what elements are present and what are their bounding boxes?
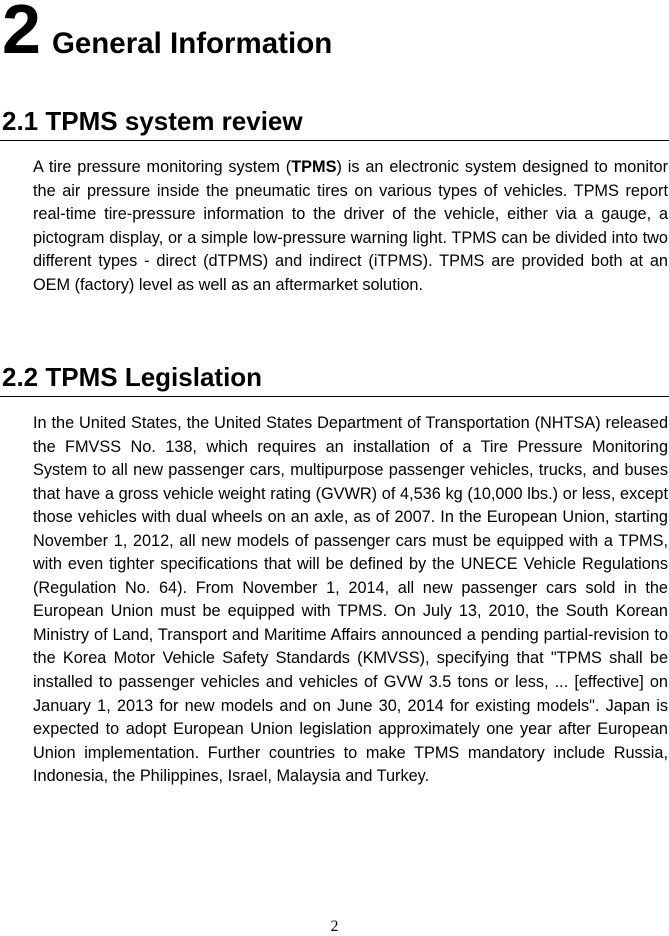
paragraph-tpms-legislation: In the United States, the United States Department of Transportation (NHTSA) released the FMVSS No. 138, which requires an installation of a Tire Pressure Monitoring System to all new passenger cars, multipurpose passenger vehicles, trucks, and buses that have a gross vehicle weight rating (GVWR) of 4,536 kg (10,000 lbs.) or less, except those vehicles with dual wheels on an axle, as of 2007. In the European Union, starting November 1, 2012, all new models of passenger cars must be equipped with a TPMS, with even tighter specifications that will be defined by the UNECE Vehicle Regulations (Regulation No. 64). From November 1, 2014, all new passenger cars sold in the European Union must be equipped with TPMS. On July 13, 2010, the South Korean Ministry of Land, Transport and Maritime Affairs announced a pending partial-revision to the Korea Motor Vehicle Safety Standards (KMVSS), specifying that "TPMS shall be installed to passenger vehicles and vehicles of GVW 3.5 tons or less, ... [effective] on January 1, 2013 for new models and on June 30, 2014 for existing models". Japan is expected to adopt European Union legislation approximately one year after European Union implementation. Further countries to make TPMS mandatory include Russia, Indonesia, the Philippines, Israel, Malaysia and Turkey. (33, 414, 668, 786)
chapter-heading (2, 0, 333, 68)
paragraph-text: ) is an electronic system designed to monitor the air pressure inside the pneumatic tires on various types of vehicles. TPMS report real-time tire-pressure information to the driver of the vehicle, either via a gauge, a pictogram display, or a simple low-pressure warning light. TPMS can be divided into two different types - direct (dTPMS) and indirect (iTPMS). TPMS are provided both at an OEM (factory) level as well as an aftermarket solution. (33, 158, 668, 294)
paragraph-tpms-system-review (33, 156, 668, 297)
page-number: 2 (330, 918, 339, 935)
bold-term-tpms: TPMS (291, 158, 337, 176)
paragraph-text: A tire pressure monitoring system ( (33, 158, 292, 176)
chapter-number: 2 (2, 0, 40, 68)
section-heading-tpms-system-review: 2.1 TPMS system review (0, 106, 669, 141)
chapter-title: General Information (51, 27, 333, 60)
section-heading-tpms-legislation: 2.2 TPMS Legislation (0, 362, 669, 397)
